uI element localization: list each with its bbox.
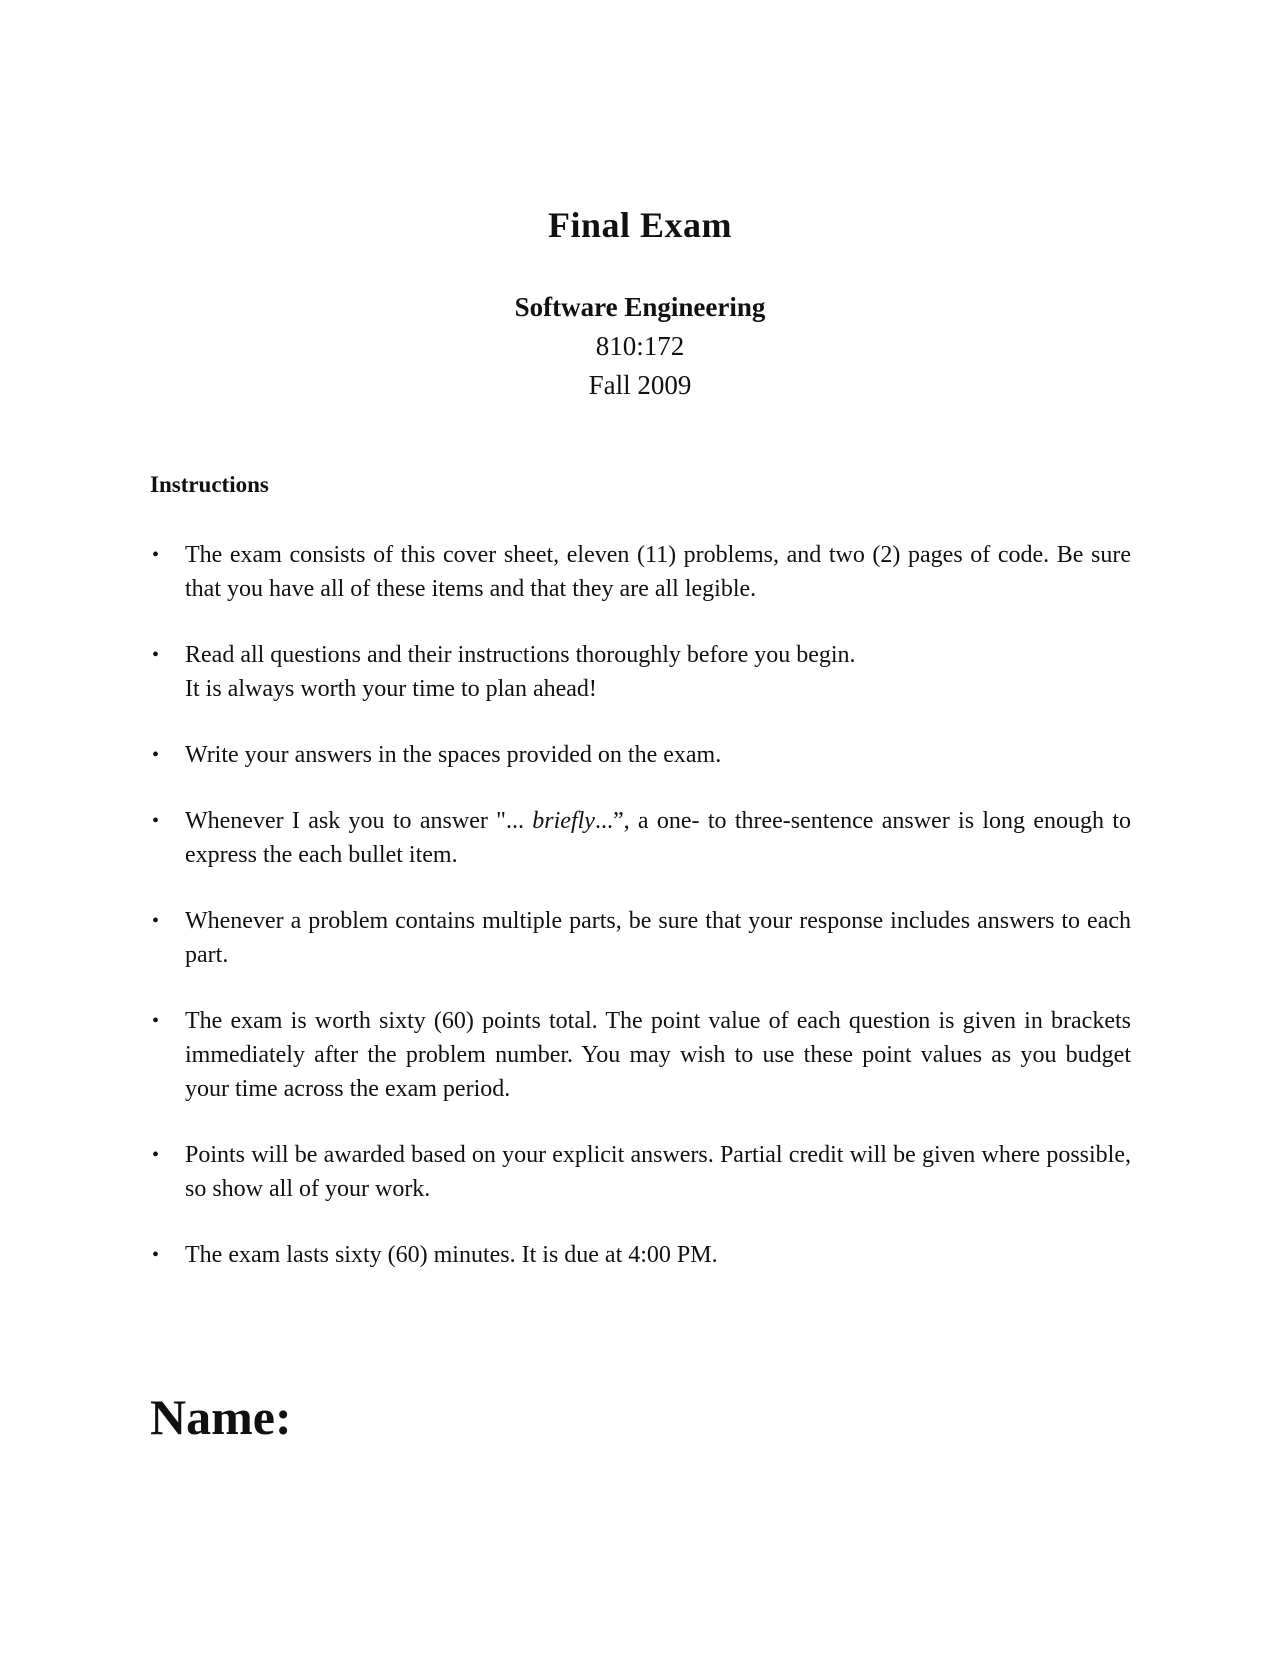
instruction-text: The exam is worth sixty (60) points total. The point value of each question is given in brackets immediately after the problem number. You may wish to use these point values as you budget your time across the exam period. [185,1008,1131,1102]
instruction-item [150,1138,1131,1206]
bullet-icon: • [152,1010,160,1032]
course-term: Fall 2009 [588,370,692,400]
instruction-text: Whenever a problem contains multiple parts, be sure that your response includes answers to each part. [185,908,1131,968]
bullet-icon: • [152,744,160,766]
instruction-text-before: Whenever I ask you to answer "... [185,808,533,834]
instruction-text-emphasis: briefly [532,808,595,834]
instruction-item [150,804,1131,872]
instruction-text: The exam consists of this cover sheet, eleven (11) problems, and two (2) pages of code. Be sure that you have all of these items and that they are all legible. [185,542,1131,602]
bullet-icon: • [152,1244,160,1266]
instruction-item [150,538,1131,606]
instruction-item [150,904,1131,972]
instruction-text: The exam lasts sixty (60) minutes. It is due at 4:00 PM. [185,1242,718,1268]
instruction-item [150,638,1131,706]
course-name: Software Engineering [514,292,766,322]
instruction-item [150,1004,1131,1106]
exam-title: Final Exam [547,205,732,245]
bullet-icon: • [152,810,160,832]
bullet-icon: • [152,910,160,932]
instruction-text: Write your answers in the spaces provided on the exam. [185,742,722,768]
bullet-icon: • [152,644,160,666]
name-label: Name: [150,1389,292,1445]
instructions-heading: Instructions [150,472,269,497]
bullet-icon: • [152,544,160,566]
instruction-item [150,1238,1131,1272]
instruction-text: Points will be awarded based on your explicit answers. Partial credit will be given where possible, so show all of your work. [185,1142,1131,1202]
course-info [0,288,1280,405]
bullet-icon: • [152,1144,160,1166]
instruction-text: It is always worth your time to plan ahead! [185,676,597,702]
instruction-text [185,804,1131,872]
course-number: 810:172 [595,331,685,361]
instruction-text-after: ...”, a one- to three-sentence answer is long enough to express the each bullet item. [185,808,1131,868]
instruction-text: Read all questions and their instructions thoroughly before you begin. [185,642,856,668]
instruction-item [150,738,1131,772]
instructions-list [150,538,1131,1304]
